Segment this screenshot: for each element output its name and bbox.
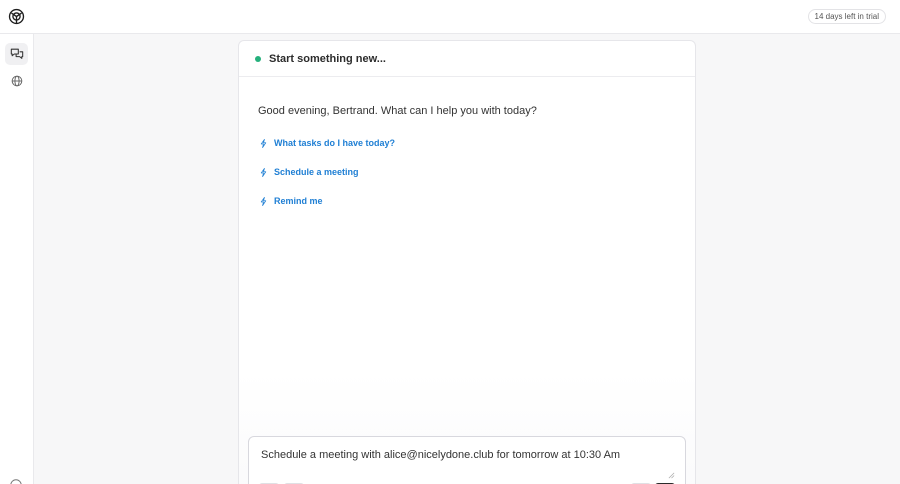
message-composer[interactable]: [248, 436, 686, 484]
suggestion-tasks-today[interactable]: [259, 136, 395, 150]
bolt-icon: [259, 168, 268, 177]
sidebar-item-chats[interactable]: [5, 43, 28, 65]
suggestion-schedule-meeting[interactable]: [259, 165, 359, 179]
card-header: [239, 41, 695, 77]
conversation-card: [238, 40, 696, 484]
greeting-message: Good evening, Bertrand. What can I help you with today?: [258, 105, 537, 117]
bolt-icon: [259, 197, 268, 206]
chat-bubbles-icon: [10, 47, 24, 61]
card-title: Start something new...: [269, 52, 386, 65]
sidebar-item-web[interactable]: [5, 70, 28, 92]
sidebar: [0, 34, 34, 484]
app-logo-icon[interactable]: [8, 8, 25, 25]
suggestion-label: Schedule a meeting: [274, 167, 359, 177]
help-icon[interactable]: [9, 478, 23, 484]
suggestion-label: What tasks do I have today?: [274, 138, 396, 148]
resize-grip-icon[interactable]: [668, 466, 675, 473]
globe-icon: [10, 74, 24, 88]
bolt-icon: [259, 139, 268, 148]
top-bar: [0, 0, 900, 34]
suggestion-remind-me[interactable]: [259, 194, 323, 208]
status-dot: [255, 56, 261, 62]
trial-badge[interactable]: 14 days left in trial: [808, 9, 886, 24]
suggestion-label: Remind me: [274, 196, 323, 206]
message-input[interactable]: Schedule a meeting with alice@nicelydone.club for tomorrow at 10:30 Am: [261, 449, 621, 461]
